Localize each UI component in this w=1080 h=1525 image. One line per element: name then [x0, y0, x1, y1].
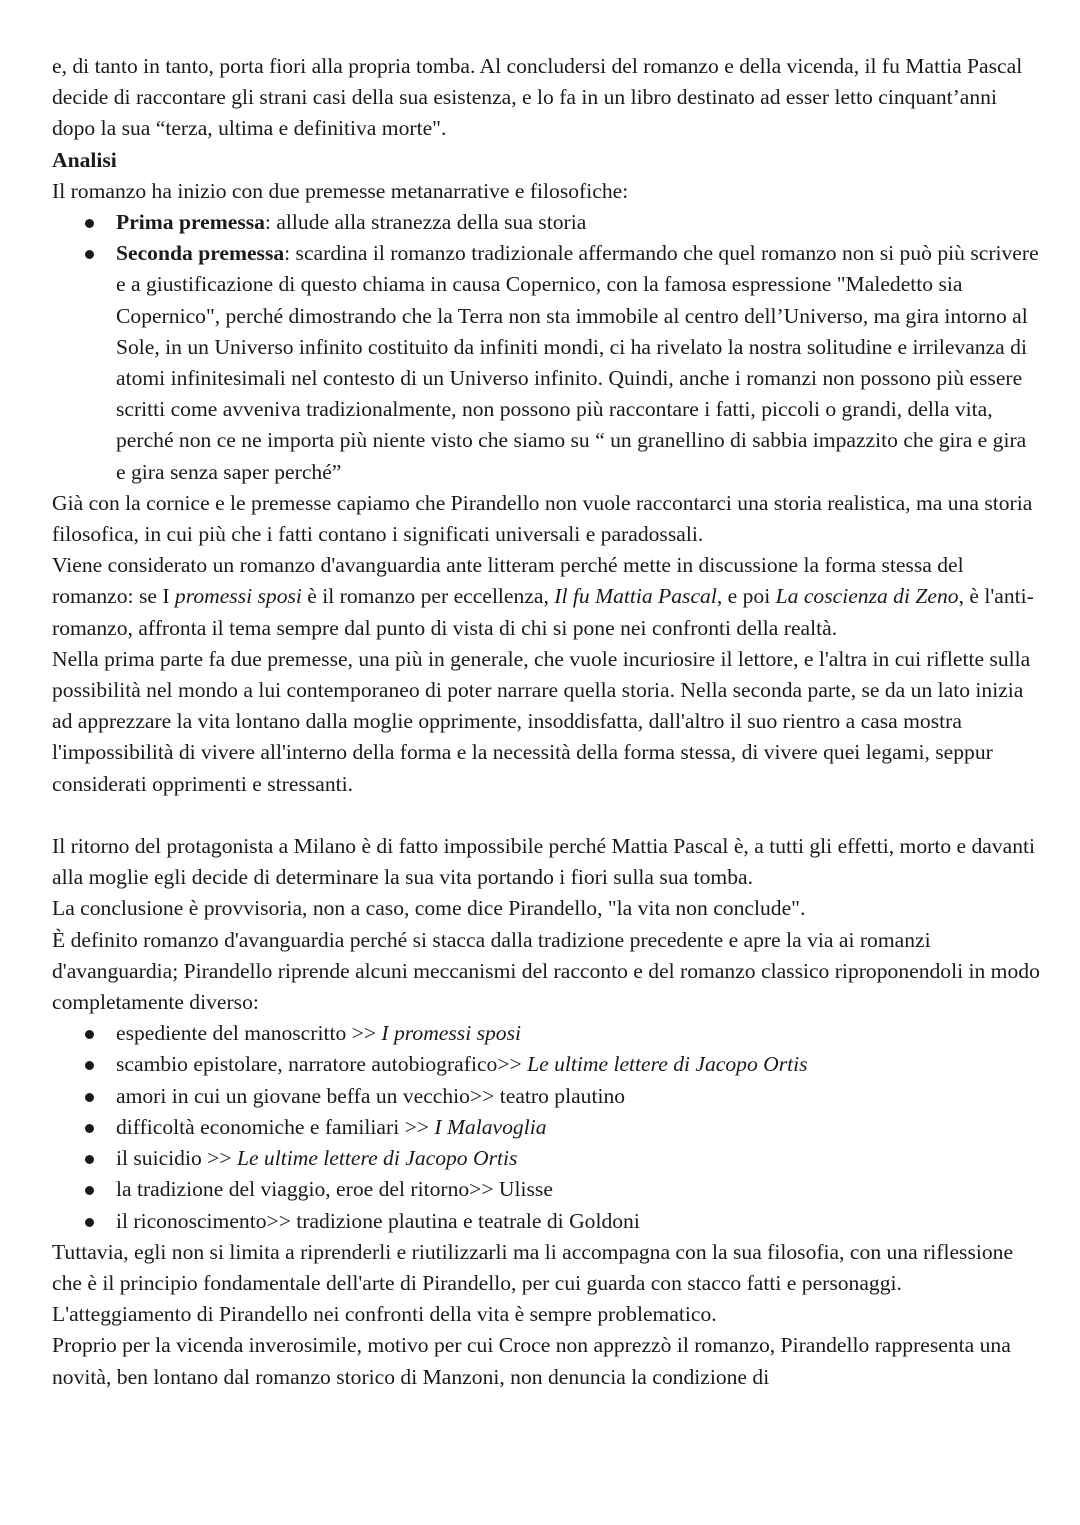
premise-label: Prima premessa	[116, 210, 265, 235]
mechanism-text: scambio epistolare, narratore autobiografico>>	[116, 1052, 528, 1077]
mechanism-ref: I promessi sposi	[381, 1021, 521, 1046]
paragraph-tuttavia: Tuttavia, egli non si limita a riprenderli e riutilizzarli ma li accompagna con la sua filosofia, con una riflessione che è il principio fondamentale dell'arte di Pirandello, per cui guarda con stacco fatti e personaggi. L'atteggiamento di Pirandello nei confronti della vita è sempre problematico.	[52, 1239, 1014, 1327]
paragraph-ritorno: Il ritorno del protagonista a Milano è di fatto impossibile perché Mattia Pascal è, a tutti gli effetti, morto e davanti alla moglie egli decide di determinare la sua vita portando i fiori sulla sua tomba.	[52, 834, 1036, 890]
mechanism-ref: Le ultime lettere di Jacopo Ortis	[236, 1146, 518, 1171]
mechanism-text: amori in cui un giovane beffa un vecchio>>	[116, 1083, 500, 1108]
list-item-mechanism	[116, 1018, 1040, 1049]
mechanism-ref: tradizione plautina e teatrale di Goldoni	[296, 1208, 640, 1233]
title-mattia-pascal: Il fu Mattia Pascal	[554, 584, 717, 609]
premises-list	[52, 207, 1040, 488]
mechanism-text: espediente del manoscritto >>	[116, 1021, 382, 1046]
list-item-mechanism	[116, 1206, 1040, 1237]
text-run: Viene considerato un romanzo d'avanguardia ante litteram perché mette in discussione la forma stessa del romanzo: se I	[52, 553, 964, 609]
list-item-prima-premessa	[116, 207, 1040, 238]
mechanism-text: la tradizione del viaggio, eroe del ritorno>>	[116, 1177, 499, 1202]
title-coscienza-zeno: La coscienza di Zeno	[775, 584, 959, 609]
paragraph-croce: Proprio per la vicenda inverosimile, motivo per cui Croce non apprezzò il romanzo, Pirandello rappresenta una novità, ben lontano dal romanzo storico di Manzoni, non denuncia la condizione di	[52, 1333, 1011, 1389]
mechanism-text: il riconoscimento>>	[116, 1208, 297, 1233]
paragraph-avanguardia	[52, 550, 1040, 644]
mechanism-ref: Le ultime lettere di Jacopo Ortis	[527, 1052, 808, 1077]
paragraph-conclusione: La conclusione è provvisoria, non a caso, come dice Pirandello, "la vita non conclude".	[52, 896, 806, 921]
text-run: , e poi	[716, 584, 776, 609]
premise-text: : allude alla stranezza della sua storia	[264, 210, 587, 235]
premise-text: : scardina il romanzo tradizionale affermando che quel romanzo non si può più scrivere e a giustificazione di questo chiama in causa Copernico, con la famosa espressione "Maledetto sia Copernico", perché dimostrando che la Terra non sta immobile al centro dell’Universo, ma gira intorno al Sole, in un Universo infinito costituito da infiniti mondi, ci ha rivelato la nostra solitudine e irrilevanza di atomi infinitesimali nel contesto di un Universo infinito. Quindi, anche i romanzi non possono più essere scritti come avveniva tradizionalmente, non possono più raccontare i fatti, piccoli o grandi, della vita, perché non ce ne importa più niente visto che siamo su “ un granellino di sabbia impazzito che gira e gira e gira senza saper perché”	[116, 241, 1039, 484]
list-item-mechanism	[116, 1081, 1040, 1112]
mechanism-ref: I Malavoglia	[434, 1114, 547, 1139]
mechanism-text: difficoltà economiche e familiari >>	[116, 1114, 435, 1139]
list-item-mechanism	[116, 1174, 1040, 1205]
section-heading-analisi: Analisi	[52, 147, 117, 172]
text-run: , è l'anti-romanzo, affronta il tema sempre dal punto di vista di chi si pone nei confronti della realtà.	[52, 584, 1034, 640]
paragraph-definito: È definito romanzo d'avanguardia perché si stacca dalla tradizione precedente e apre la via ai romanzi d'avanguardia; Pirandello riprende alcuni meccanismi del racconto e del romanzo classico riproponendoli in modo completamente diverso:	[52, 927, 1040, 1015]
paragraph-cornice: Già con la cornice e le premesse capiamo che Pirandello non vuole raccontarci una storia realistica, ma una storia filosofica, in cui più che i fatti contano i significati universali e paradossali.	[52, 490, 1033, 547]
mechanisms-list	[52, 1018, 1040, 1236]
list-item-mechanism	[116, 1112, 1040, 1143]
premise-label: Seconda premessa	[116, 241, 285, 266]
list-item-mechanism	[116, 1049, 1040, 1080]
title-promessi-sposi: promessi sposi	[174, 584, 302, 609]
text-run: è il romanzo per eccellenza,	[301, 584, 555, 609]
intro-paragraph: e, di tanto in tanto, porta fiori alla propria tomba. Al concludersi del romanzo e della vicenda, il fu Mattia Pascal decide di raccontare gli strani casi della sua esistenza, e lo fa in un libro destinato ad esser letto cinquant’anni dopo la sua “terza, ultima e definitiva morte".	[52, 54, 1023, 141]
paragraph-premesse-parti: Nella prima parte fa due premesse, una più in generale, che vuole incuriosire il lettore, e l'altra in cui riflette sulla possibilità nel mondo a lui contemporaneo di poter narrare quella storia. Nella seconda parte, se da un lato inizia ad apprezzare la vita lontano dalla moglie opprimente, insoddisfatta, dall'altro il suo rientro a casa mostra l'impossibilità di vivere all'interno della forma e la necessità della forma stessa, di vivere quei legami, seppur considerati opprimenti e stressanti.	[52, 646, 1031, 796]
list-item-mechanism	[116, 1143, 1040, 1174]
list-item-seconda-premessa	[116, 238, 1040, 488]
mechanism-ref: teatro plautino	[499, 1083, 626, 1108]
blank-line	[52, 800, 1040, 831]
analysis-lead: Il romanzo ha inizio con due premesse metanarrative e filosofiche:	[52, 178, 629, 203]
mechanism-text: il suicidio >>	[116, 1146, 237, 1171]
mechanism-ref: Ulisse	[498, 1177, 553, 1202]
